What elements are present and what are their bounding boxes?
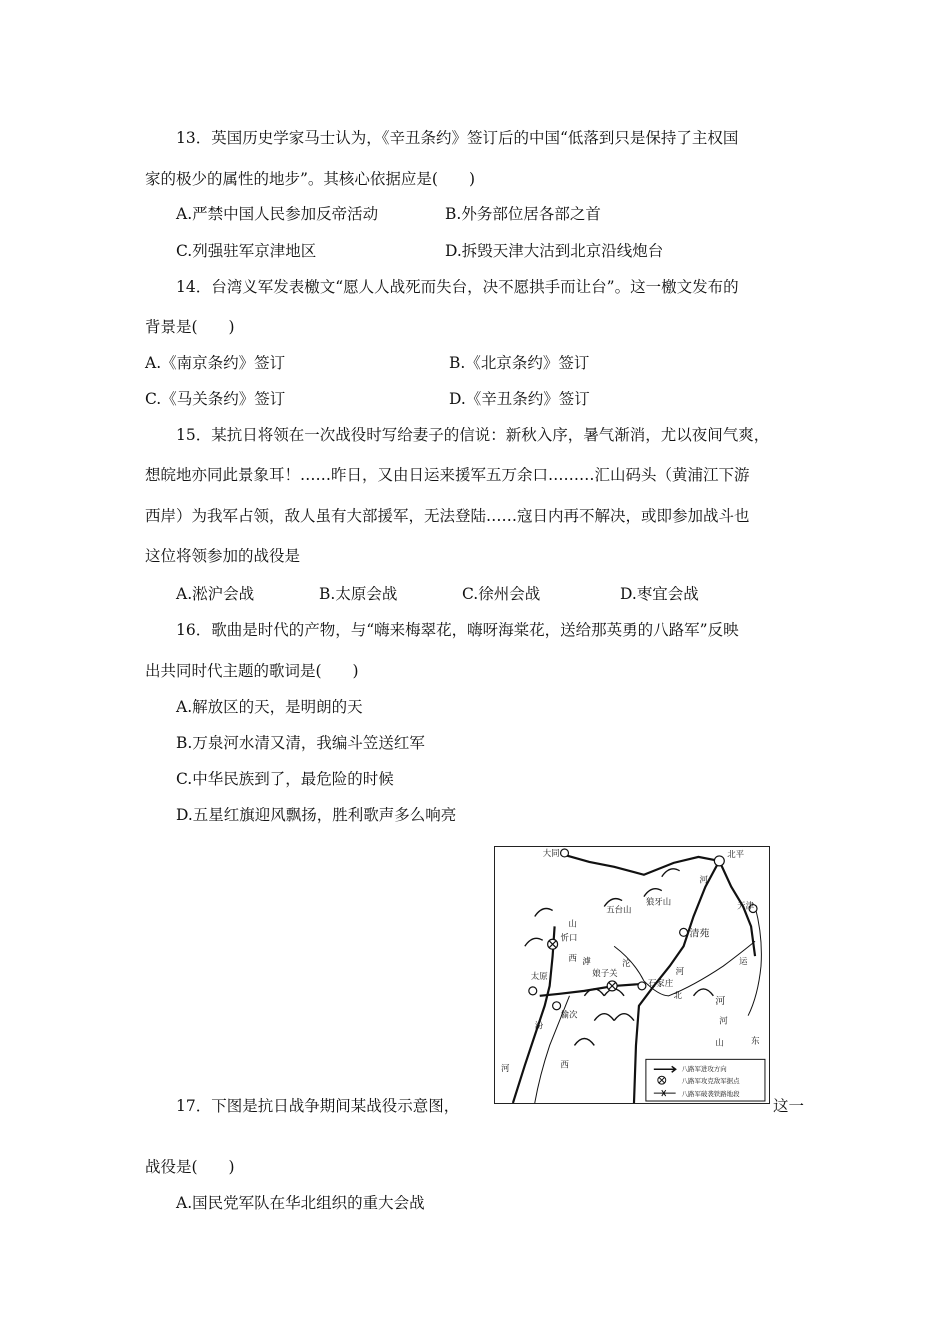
label-tianjin: 天津	[737, 900, 755, 911]
region-tuo: 沱	[622, 958, 631, 969]
q14-option-d: D.《辛丑条约》签订	[449, 390, 590, 408]
advance-arrow	[614, 1014, 634, 1021]
region-xi: 西	[568, 953, 577, 964]
q15-stem-line4: 这位将领参加的战役是	[145, 547, 301, 565]
q15-stem-line3: 西岸）为我军占领，敌人虽有大部援军，无法登陆……寇日内再不解决，或即参加战斗也	[145, 507, 750, 525]
city-taiyuan	[529, 987, 537, 995]
advance-arrow	[594, 1014, 614, 1021]
advance-arrow	[644, 889, 662, 897]
advance-arrow	[525, 938, 543, 946]
label-wutaishan: 五台山	[606, 904, 632, 915]
q16-option-b: B.万泉河水清又清，我编斗笠送红军	[176, 734, 425, 752]
legend-advance-label: 八路军进攻方向	[681, 1065, 727, 1074]
city-shijiazhuang	[638, 982, 646, 990]
label-beiping: 北平	[727, 848, 745, 859]
hutuo-river	[614, 941, 755, 996]
q15-option-b: B.太原会战	[319, 585, 398, 603]
city-datong	[561, 849, 569, 857]
label-yuci: 榆次	[560, 1009, 578, 1020]
legend-capture-label: 八路军攻克敌军据点	[681, 1077, 740, 1086]
label-qingyuan: 清苑	[689, 928, 710, 940]
q13-option-b: B.外务部位居各部之首	[445, 205, 601, 223]
q17-stem-line1-post: 这一	[773, 1097, 805, 1115]
q14-option-c: C.《马关条约》签订	[145, 390, 286, 408]
city-yuci	[553, 1002, 561, 1010]
region-hebei-he: 河	[719, 1015, 728, 1026]
q15-option-a: A.淞沪会战	[176, 585, 255, 603]
battle-map-svg	[495, 847, 769, 1103]
region-fen-he: 河	[501, 1063, 510, 1074]
q13-stem-line2: 家的极少的属性的地步”。其核心依据应是( )	[145, 170, 476, 188]
city-beiping	[714, 856, 724, 866]
q15-option-d: D.枣宜会战	[620, 585, 699, 603]
railway-tongpu	[513, 926, 555, 1103]
advance-arrow	[694, 989, 714, 996]
label-datong: 大同	[542, 847, 560, 858]
q13-option-d: D.拆毁天津大沽到北京沿线炮台	[445, 242, 664, 260]
q14-option-b: B.《北京条约》签订	[449, 354, 590, 372]
region-shanxi-xi: 西	[560, 1059, 569, 1070]
q15-stem-line2: 想皖地亦同此景象耳！……昨日，又由日运来援军五万余口………汇山码头（黄浦江下游	[145, 466, 750, 484]
region-shandong-shan: 山	[715, 1037, 724, 1048]
advance-arrow	[535, 909, 553, 917]
region-he-big: 河	[715, 995, 726, 1007]
captured-niangziguan	[607, 981, 617, 991]
q13-option-c: C.列强驻军京津地区	[176, 242, 317, 260]
advance-arrow	[574, 1039, 594, 1046]
region-shandong-dong: 东	[751, 1035, 760, 1046]
q16-option-c: C.中华民族到了，最危险的时候	[176, 770, 394, 788]
railway-beiping-datong	[565, 855, 720, 875]
city-qingyuan	[680, 928, 688, 936]
region-he-beiping: 河	[699, 874, 708, 885]
q14-option-a: A.《南京条约》签订	[145, 354, 286, 372]
q17-stem-line1-pre: 17．下图是抗日战争期间某战役示意图，	[176, 1097, 460, 1115]
label-langyashan: 狼牙山	[645, 896, 672, 907]
q17-stem-line2: 战役是( )	[145, 1158, 235, 1176]
captured-xinkou	[548, 939, 558, 949]
battle-map-figure	[494, 846, 770, 1104]
q13-stem-line1: 13．英国历史学家马士认为，《辛丑条约》签订后的中国“低落到只是保持了主权国	[176, 129, 739, 147]
q14-stem-line1: 14．台湾义军发表檄文“愿人人战死而失台，决不愿拱手而让台”。这一檄文发布的	[176, 278, 739, 296]
advance-arrow	[662, 869, 680, 877]
label-shijiazhuang: 石家庄	[647, 977, 674, 988]
q13-option-a: A.严禁中国人民参加反帝活动	[176, 205, 379, 223]
label-taiyuan: 太原	[530, 970, 548, 981]
region-hu: 滹	[582, 956, 591, 967]
label-niangziguan: 娘子关	[592, 967, 618, 978]
q14-stem-line2: 背景是( )	[145, 318, 235, 336]
q16-option-a: A.解放区的天，是明朗的天	[176, 698, 363, 716]
region-shan: 山	[568, 918, 577, 929]
legend-rail-label: 八路军破袭铁路地段	[681, 1090, 740, 1099]
region-yun: 运	[739, 956, 748, 967]
q15-option-c: C.徐州会战	[462, 585, 541, 603]
q16-option-d: D.五星红旗迎风飘扬，胜利歌声多么响亮	[176, 806, 457, 824]
map-legend	[646, 1059, 765, 1101]
q16-stem-line1: 16．歌曲是时代的产物，与“嗨来梅翠花，嗨呀海棠花，送给那英勇的八路军”反映	[176, 621, 739, 639]
label-xinkou: 忻口	[560, 932, 578, 943]
region-hebei-bei: 北	[673, 989, 683, 1000]
region-fen: 汾	[534, 1020, 544, 1031]
region-he-hutuo: 河	[675, 966, 685, 977]
q17-option-a: A.国民党军队在华北组织的重大会战	[176, 1194, 425, 1212]
q16-stem-line2: 出共同时代主题的歌词是( )	[145, 662, 359, 680]
q15-stem-line1: 15．某抗日将领在一次战役时写给妻子的信说：新秋入序，暑气渐消，尤以夜间气爽，	[176, 426, 770, 444]
